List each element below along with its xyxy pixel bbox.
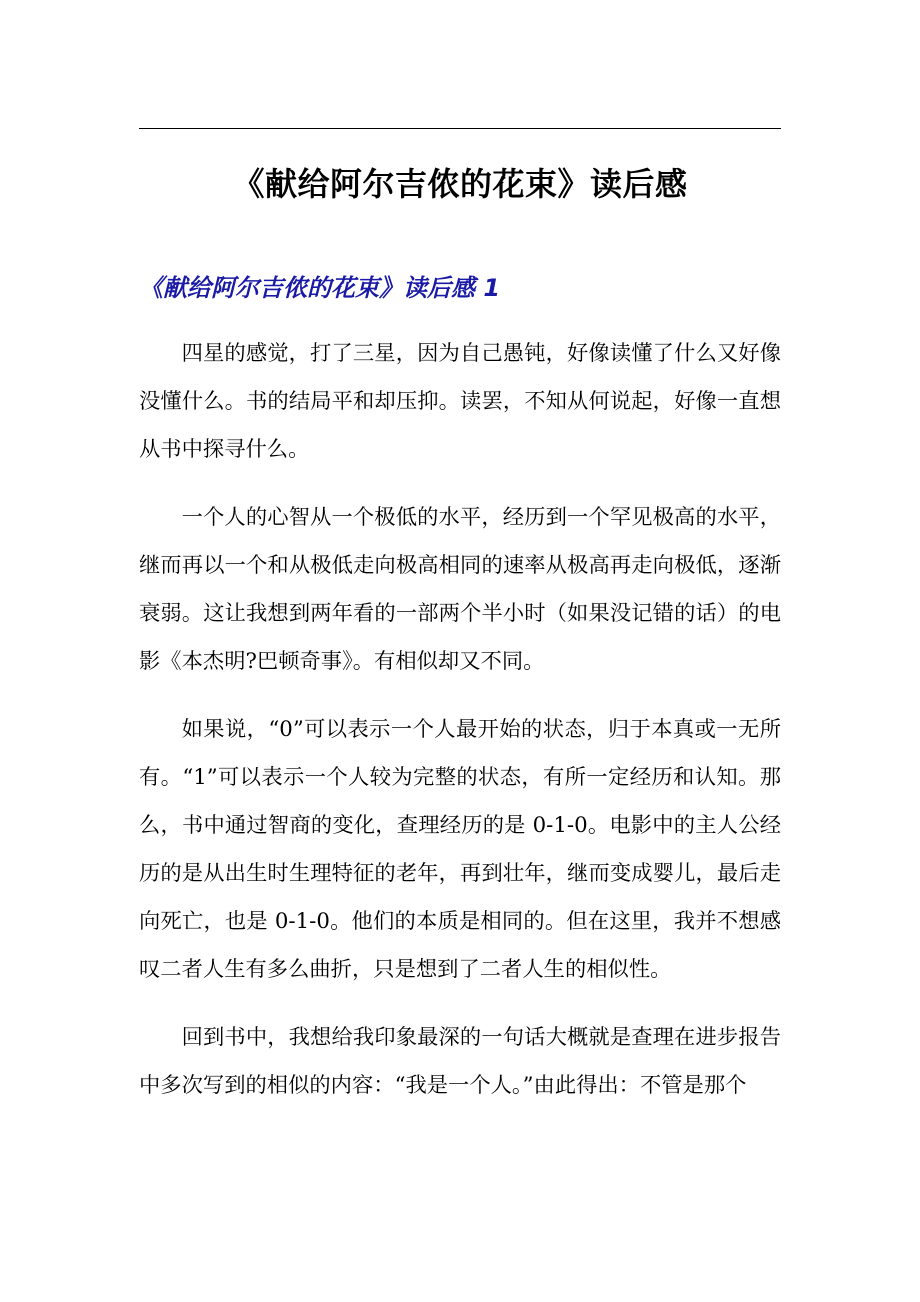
document-title: 《献给阿尔吉侬的花束》读后感: [232, 165, 688, 203]
section-heading-text: 《献给阿尔吉侬的花束》读后感 1: [139, 274, 501, 302]
section-heading: [139, 270, 781, 306]
header-rule: [139, 128, 781, 129]
paragraph-2: 一个人的心智从一个极低的水平，经历到一个罕见极高的水平，继而再以一个和从极低走向极高相同的速率从极高再走向极低，逐渐衰弱。这让我想到两年看的一部两个半小时（如果没记错的话）的电影《本杰明?巴顿奇事》。有相似却又不同。: [139, 505, 781, 674]
paragraph-4: 回到书中，我想给我印象最深的一句话大概就是查理在进步报告中多次写到的相似的内容：“我是一个人。”由此得出：不管是那个: [139, 1025, 781, 1098]
paragraph-1: 四星的感觉，打了三星，因为自己愚钝，好像读懂了什么又好像没懂什么。书的结局平和却压抑。读罢，不知从何说起，好像一直想从书中探寻什么。: [139, 341, 781, 462]
paragraph-3: 如果说，“0”可以表示一个人最开始的状态，归于本真或一无所有。“1”可以表示一个人较为完整的状态，有所一定经历和认知。那么，书中通过智商的变化，查理经历的是 0-1-0。电影中的主人公经历的是从出生时生理特征的老年，再到壮年，继而变成婴儿，最后走向死亡，也是 0-1-0。他们的本质是相同的。但在这里，我并不想感叹二者人生有多么曲折，只是想到了二者人生的相似性。: [139, 717, 781, 982]
